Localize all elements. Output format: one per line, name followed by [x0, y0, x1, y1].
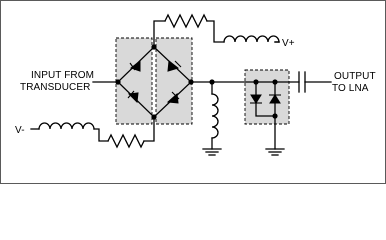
output-label-line2: TO LNA	[332, 83, 369, 94]
node-bridge-left	[115, 79, 120, 84]
top-inductor	[224, 36, 279, 42]
input-label-line1: INPUT FROM	[31, 70, 95, 81]
circuit-diagram	[1, 1, 385, 183]
v-minus-label: V-	[15, 125, 25, 136]
shunt-inductor	[212, 94, 218, 138]
ground-icon	[266, 149, 284, 155]
bottom-bias-wire	[94, 129, 108, 141]
v-plus-label: V+	[282, 38, 295, 49]
bridge-box-left	[116, 38, 152, 124]
input-label-line2: TRANSDUCER	[20, 82, 91, 93]
node-bridge-right	[188, 79, 193, 84]
bridge-box-right	[156, 38, 192, 124]
ground-icon	[203, 149, 221, 155]
bottom-resistor	[108, 135, 144, 147]
bottom-inductor	[39, 123, 94, 129]
output-label-line1: OUTPUT	[334, 71, 376, 82]
top-resistor	[165, 15, 207, 27]
top-bias-wire-2	[207, 21, 224, 42]
